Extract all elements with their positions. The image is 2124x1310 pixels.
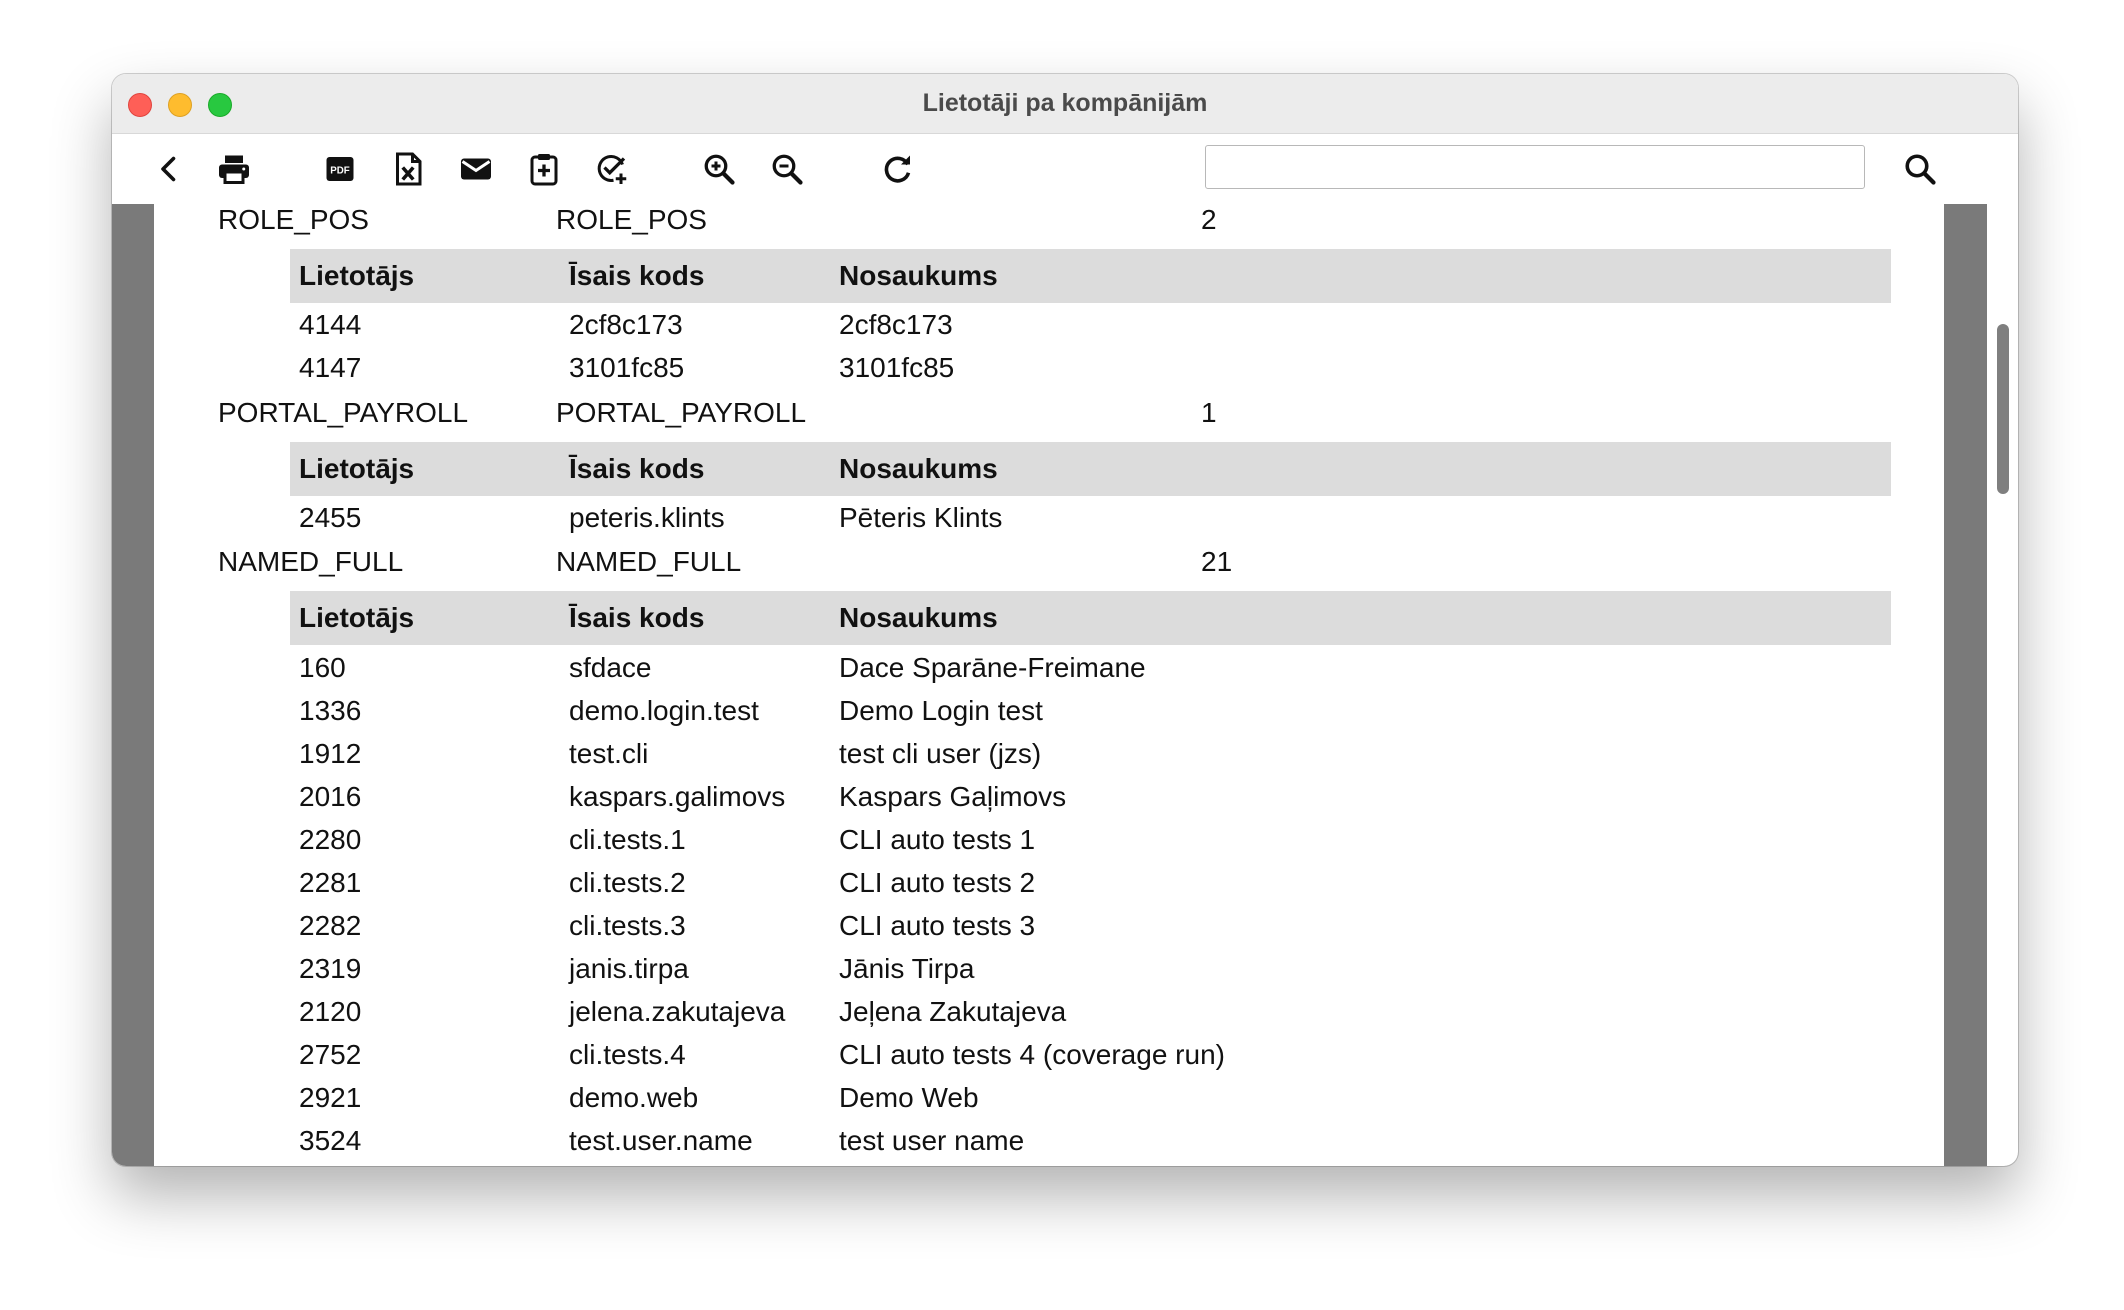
approve-icon: [594, 151, 630, 187]
group-name: ROLE_POS: [556, 204, 707, 235]
clipboard-icon: [526, 151, 562, 187]
header-user: Lietotājs: [299, 602, 415, 633]
user-name: 2cf8c173: [839, 309, 953, 340]
user-name: Demo Web: [839, 1082, 979, 1113]
user-code: janis.tirpa: [569, 953, 689, 984]
header-name: Nosaukums: [839, 453, 998, 484]
excel-icon: [390, 151, 426, 187]
group-user-count: 1: [1201, 397, 1217, 428]
user-id: 4147: [299, 352, 362, 383]
header-short-code: Īsais kods: [569, 260, 705, 291]
user-id: 2016: [299, 781, 362, 812]
refresh-icon: [880, 151, 916, 187]
scrollbar-thumb[interactable]: [1997, 324, 2009, 494]
search-input[interactable]: [1205, 145, 1865, 189]
user-id: 2752: [299, 1039, 362, 1070]
search-button[interactable]: [1898, 147, 1942, 191]
user-code: peteris.klints: [569, 502, 725, 533]
user-code: test.user.name: [569, 1125, 753, 1156]
zoom-out-button[interactable]: [765, 147, 809, 191]
user-id: 2281: [299, 867, 362, 898]
group-user-count: 21: [1201, 546, 1233, 577]
header-short-code: Īsais kods: [569, 602, 705, 633]
user-name: Dace Sparāne-Freimane: [839, 652, 1146, 683]
user-code: jelena.zakutajeva: [569, 996, 786, 1027]
user-id: 2120: [299, 996, 362, 1027]
user-id: 2921: [299, 1082, 362, 1113]
table-row: [290, 824, 1891, 864]
user-name: test cli user (jzs): [839, 738, 1042, 769]
print-button[interactable]: [212, 147, 256, 191]
window-title: Lietotāji pa kompānijām: [922, 89, 1208, 117]
user-id: 2282: [299, 910, 362, 941]
user-name: Pēteris Klints: [839, 502, 1003, 533]
approve-button[interactable]: [590, 147, 634, 191]
group-row: [154, 397, 1944, 441]
table-header: [290, 249, 1891, 303]
user-name: Kaspars Gaļimovs: [839, 781, 1067, 812]
user-code: demo.login.test: [569, 695, 759, 726]
report-page: [154, 204, 1944, 1166]
table-row: [290, 652, 1891, 692]
user-name: Jeļena Zakutajeva: [839, 996, 1067, 1027]
user-id: 3524: [299, 1125, 362, 1156]
table-row: [290, 910, 1891, 950]
user-code: 2cf8c173: [569, 309, 683, 340]
table-row: [290, 953, 1891, 993]
zoom-out-icon: [769, 151, 805, 187]
user-code: cli.tests.4: [569, 1039, 686, 1070]
group-name: NAMED_FULL: [556, 546, 742, 577]
table-row: [290, 1082, 1891, 1122]
table-row: [290, 502, 1891, 542]
title-bar: [112, 74, 2018, 134]
table-row: [290, 738, 1891, 778]
user-code: test.cli: [569, 738, 649, 769]
group-row: [154, 546, 1944, 590]
header-short-code: Īsais kods: [569, 453, 705, 484]
user-code: demo.web: [569, 1082, 699, 1113]
user-name: CLI auto tests 4 (coverage run): [839, 1039, 1225, 1070]
user-id: 2280: [299, 824, 362, 855]
user-name: CLI auto tests 2: [839, 867, 1036, 898]
user-code: 3101fc85: [569, 352, 685, 383]
user-code: cli.tests.3: [569, 910, 686, 941]
user-name: Demo Login test: [839, 695, 1043, 726]
user-id: 2455: [299, 502, 362, 533]
group-code: PORTAL_PAYROLL: [218, 397, 469, 428]
user-name: test user name: [839, 1125, 1025, 1156]
header-user: Lietotājs: [299, 260, 415, 291]
table-header: [290, 442, 1891, 496]
user-id: 160: [299, 652, 346, 683]
back-icon: [151, 151, 187, 187]
back-button[interactable]: [147, 147, 191, 191]
table-row: [290, 996, 1891, 1036]
search-icon: [1902, 151, 1938, 187]
table-header: [290, 591, 1891, 645]
refresh-button[interactable]: [876, 147, 920, 191]
user-code: sfdace: [569, 652, 652, 683]
user-id: 2319: [299, 953, 362, 984]
user-code: cli.tests.2: [569, 867, 686, 898]
svg-text:PDF: PDF: [330, 165, 350, 177]
table-row: [290, 309, 1891, 349]
pdf-export-button[interactable]: [318, 147, 362, 191]
group-code: ROLE_POS: [218, 204, 369, 235]
report-window: [112, 74, 2018, 1166]
header-name: Nosaukums: [839, 602, 998, 633]
group-name: PORTAL_PAYROLL: [556, 397, 807, 428]
header-name: Nosaukums: [839, 260, 998, 291]
toolbar: [112, 134, 2018, 204]
user-id: 1912: [299, 738, 362, 769]
clipboard-add-button[interactable]: [522, 147, 566, 191]
mail-icon: [458, 151, 494, 187]
group-code: NAMED_FULL: [218, 546, 404, 577]
vertical-scrollbar[interactable]: [1987, 204, 2018, 1166]
table-row: [290, 867, 1891, 907]
excel-export-button[interactable]: [386, 147, 430, 191]
group-row: [154, 204, 1944, 248]
header-user: Lietotājs: [299, 453, 415, 484]
user-id: 4144: [299, 309, 362, 340]
user-code: kaspars.galimovs: [569, 781, 786, 812]
table-row: [290, 352, 1891, 392]
user-id: 1336: [299, 695, 362, 726]
table-row: [290, 695, 1891, 735]
table-row: [290, 1125, 1891, 1165]
zoom-in-icon: [701, 151, 737, 187]
table-row: [290, 781, 1891, 821]
print-icon: [216, 151, 252, 187]
email-button[interactable]: [454, 147, 498, 191]
user-name: Jānis Tirpa: [839, 953, 975, 984]
user-name: CLI auto tests 3: [839, 910, 1036, 941]
group-user-count: 2: [1201, 204, 1217, 235]
zoom-in-button[interactable]: [697, 147, 741, 191]
user-name: 3101fc85: [839, 352, 955, 383]
table-row: [290, 1039, 1891, 1079]
pdf-icon: [322, 151, 358, 187]
user-code: cli.tests.1: [569, 824, 686, 855]
report-viewport: [112, 204, 2018, 1166]
user-name: CLI auto tests 1: [839, 824, 1036, 855]
